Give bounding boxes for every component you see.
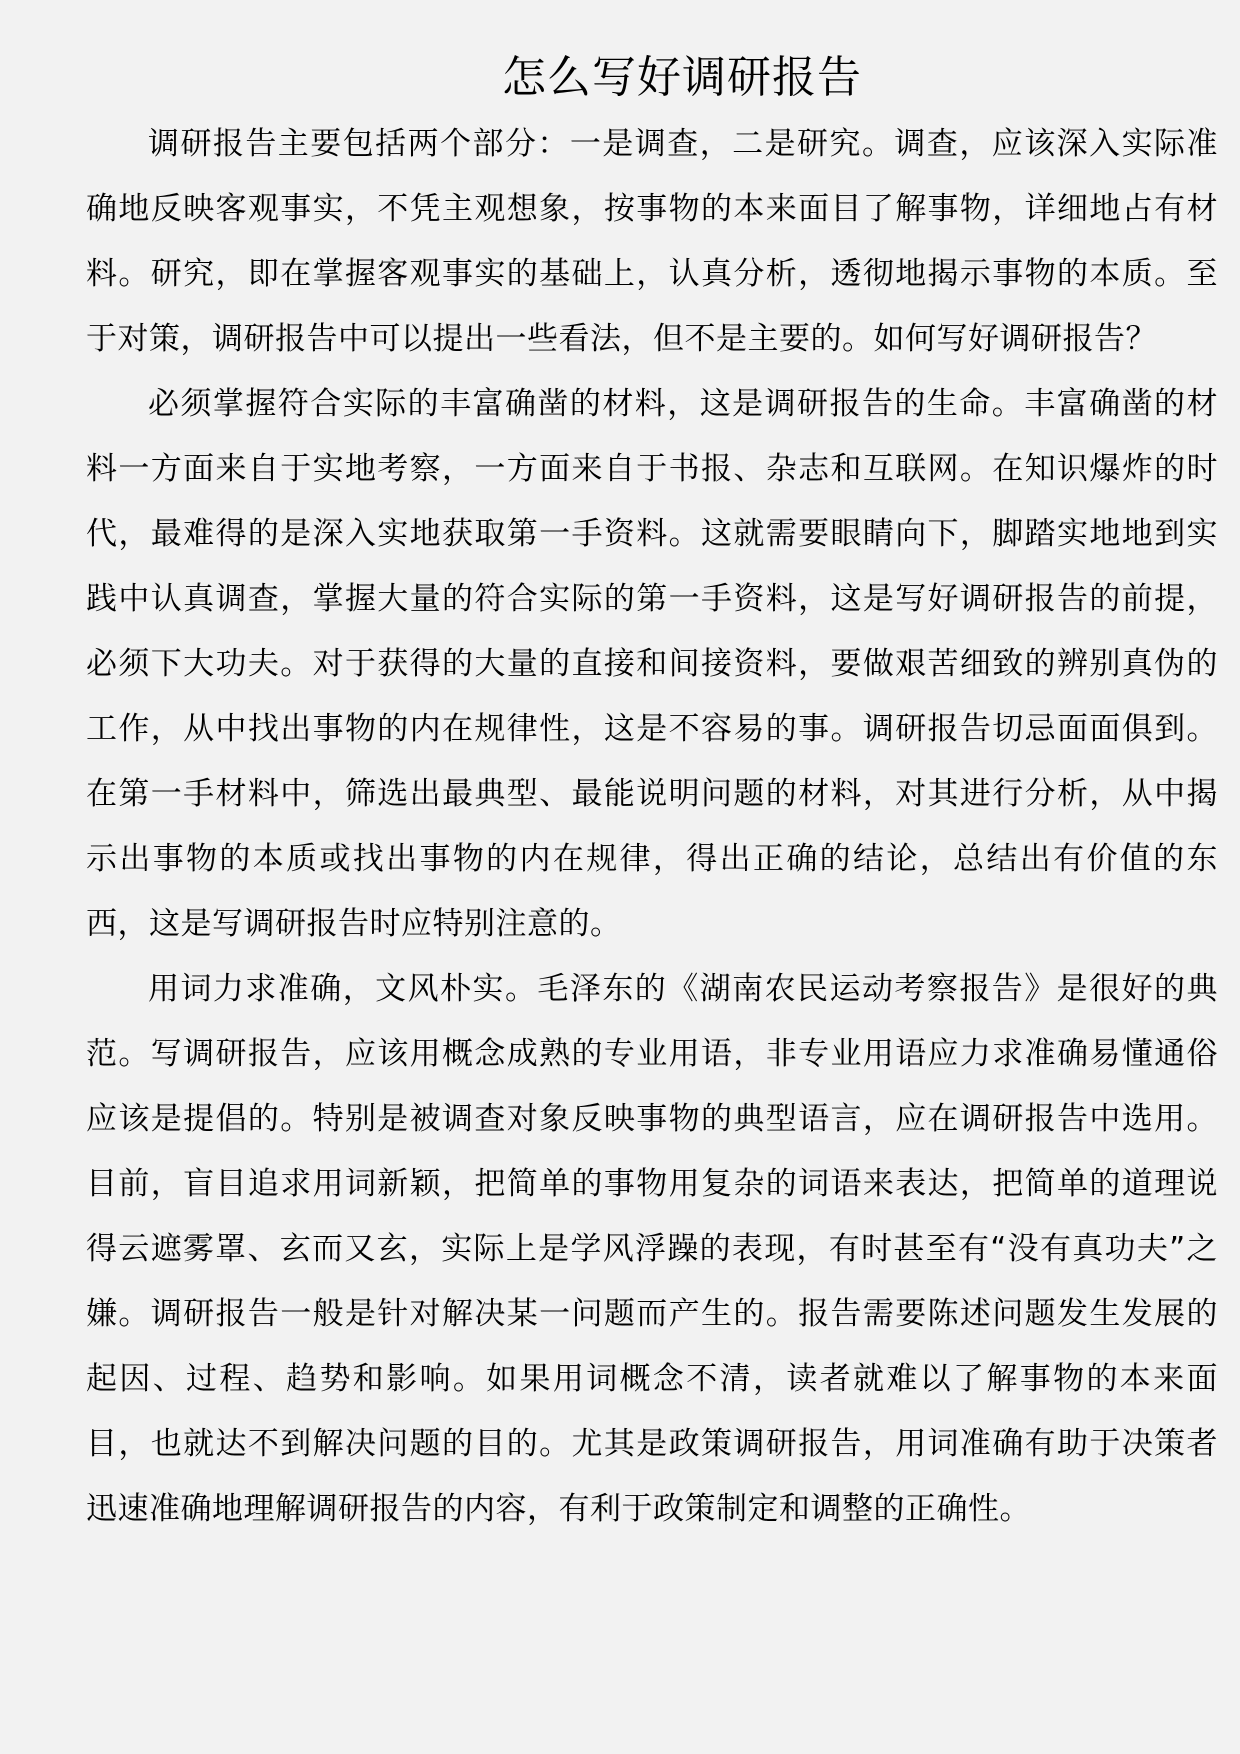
paragraph-materials: 必须掌握符合实际的丰富确凿的材料，这是调研报告的生命。丰富确凿的材料一方面来自于实地考察，一方面来自于书报、杂志和互联网。在知识爆炸的时代，最难得的是深入实地获取第一手资料。这就需要眼睛向下，脚踏实地地到实践中认真调查，掌握大量的符合实际的第一手资料，这是写好调研报告的前提，必须下大功夫。对于获得的大量的直接和间接资料，要做艰苦细致的辨别真伪的工作，从中找出事物的内在规律性，这是不容易的事。调研报告切忌面面俱到。在第一手材料中，筛选出最典型、最能说明问题的材料，对其进行分析，从中揭示出事物的本质或找出事物的内在规律，得出正确的结论，总结出有价值的东西，这是写调研报告时应特别注意的。: [86, 386, 1218, 942]
paragraph-intro: 调研报告主要包括两个部分：一是调查，二是研究。调查，应该深入实际准确地反映客观事实，不凭主观想象，按事物的本来面目了解事物，详细地占有材料。研究，即在掌握客观事实的基础上，认真分析，透彻地揭示事物的本质。至于对策，调研报告中可以提出一些看法，但不是主要的。如何写好调研报告？: [86, 126, 1218, 357]
document-title: 怎么写好调研报告: [502, 52, 862, 103]
paragraph-wording: 用词力求准确，文风朴实。毛泽东的《湖南农民运动考察报告》是很好的典范。写调研报告，应该用概念成熟的专业用语，非专业用语应力求准确易懂通俗应该是提倡的。特别是被调查对象反映事物的典型语言，应在调研报告中选用。目前，盲目追求用词新颖，把简单的事物用复杂的词语来表达，把简单的道理说得云遮雾罩、玄而又玄，实际上是学风浮躁的表现，有时甚至有“没有真功夫”之嫌。调研报告一般是针对解决某一问题而产生的。报告需要陈述问题发生发展的起因、过程、趋势和影响。如果用词概念不清，读者就难以了解事物的本来面目，也就达不到解决问题的目的。尤其是政策调研报告，用词准确有助于决策者迅速准确地理解调研报告的内容，有利于政策制定和调整的正确性。: [86, 971, 1218, 1527]
document-body: [86, 112, 1218, 1542]
